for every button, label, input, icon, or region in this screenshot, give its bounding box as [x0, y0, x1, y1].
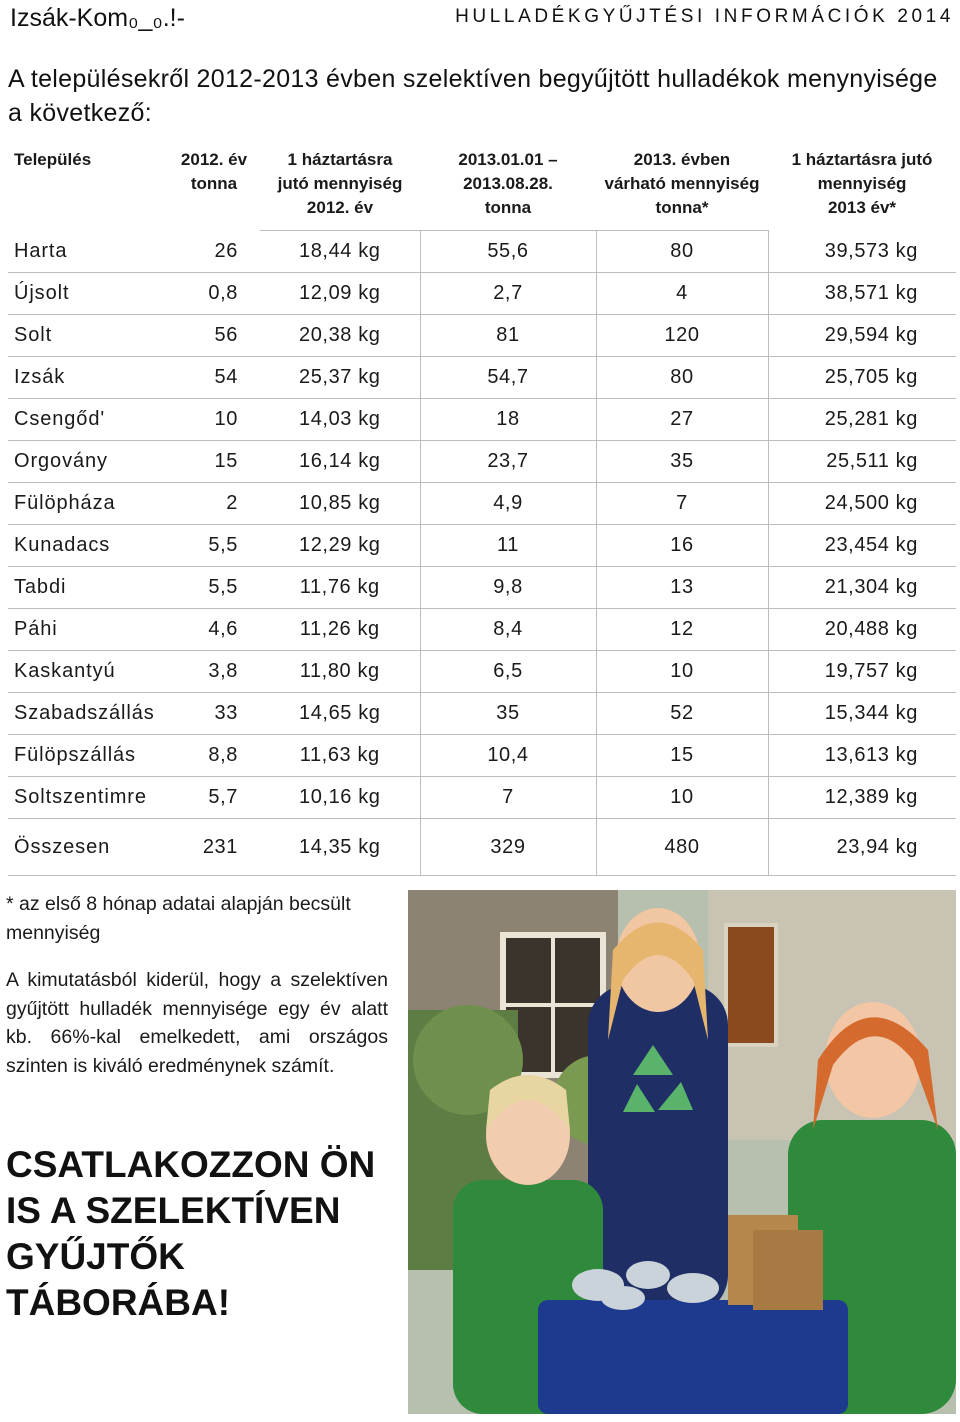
- value-cell: 20,38 kg: [260, 315, 420, 357]
- settlement-cell: Harta: [8, 231, 168, 273]
- value-cell: 29,594 kg: [768, 315, 956, 357]
- value-cell: 4: [596, 273, 768, 315]
- value-cell: 35: [596, 441, 768, 483]
- value-cell: 7: [420, 777, 596, 819]
- cta-line: IS A SZELEKTÍVEN: [6, 1190, 341, 1231]
- value-cell: 16,14 kg: [260, 441, 420, 483]
- value-cell: 25,511 kg: [768, 441, 956, 483]
- settlement-cell: Szabadszállás: [8, 693, 168, 735]
- settlement-cell: Páhi: [8, 609, 168, 651]
- settlement-cell: Tabdi: [8, 567, 168, 609]
- value-cell: 25,281 kg: [768, 399, 956, 441]
- total-value: 23,94 kg: [768, 819, 956, 876]
- value-cell: 23,454 kg: [768, 525, 956, 567]
- value-cell: 120: [596, 315, 768, 357]
- table-row: [8, 441, 956, 483]
- value-cell: 24,500 kg: [768, 483, 956, 525]
- value-cell: 8,8: [168, 735, 260, 777]
- table-row: [8, 609, 956, 651]
- header-cell: 1 háztartásra jutó mennyiség 2013 év*: [791, 150, 933, 217]
- table-row: [8, 567, 956, 609]
- value-cell: 33: [168, 693, 260, 735]
- settlement-cell: Újsolt: [8, 273, 168, 315]
- value-cell: 27: [596, 399, 768, 441]
- header-cell: Település: [14, 150, 92, 169]
- value-cell: 9,8: [420, 567, 596, 609]
- value-cell: 20,488 kg: [768, 609, 956, 651]
- total-value: 14,35 kg: [260, 819, 420, 876]
- settlement-cell: Soltszentimre: [8, 777, 168, 819]
- call-to-action: [6, 1142, 406, 1326]
- header-cell: 1 háztartásra jutó mennyiség 2012. év: [277, 150, 403, 217]
- header-cell: 2012. év tonna: [180, 150, 248, 193]
- settlement-cell: Orgovány: [8, 441, 168, 483]
- value-cell: 2: [168, 483, 260, 525]
- value-cell: 10: [596, 777, 768, 819]
- value-cell: 56: [168, 315, 260, 357]
- value-cell: 3,8: [168, 651, 260, 693]
- settlement-cell: Izsák: [8, 357, 168, 399]
- value-cell: 55,6: [420, 231, 596, 273]
- value-cell: 23,7: [420, 441, 596, 483]
- settlement-cell: Fülöpháza: [8, 483, 168, 525]
- summary-text: A kimutatásból kiderül, hogy a szelektíven gyűjtött hulladék mennyisége egy év alatt kb. 66%-kal emelkedett, ami országos szinten is kiváló eredménynek számít.: [6, 969, 388, 1077]
- value-cell: 26: [168, 231, 260, 273]
- value-cell: 13,613 kg: [768, 735, 956, 777]
- value-cell: 81: [420, 315, 596, 357]
- settlement-cell: Csengőd': [8, 399, 168, 441]
- value-cell: 14,03 kg: [260, 399, 420, 441]
- value-cell: 5,5: [168, 525, 260, 567]
- table-row: [8, 231, 956, 273]
- value-cell: 4,9: [420, 483, 596, 525]
- value-cell: 0,8: [168, 273, 260, 315]
- table-row: [8, 777, 956, 819]
- waste-table: [8, 146, 956, 876]
- value-cell: 52: [596, 693, 768, 735]
- value-cell: 2,7: [420, 273, 596, 315]
- value-cell: 21,304 kg: [768, 567, 956, 609]
- total-value: 329: [420, 819, 596, 876]
- table-row: [8, 693, 956, 735]
- total-value: 480: [596, 819, 768, 876]
- value-cell: 11,80 kg: [260, 651, 420, 693]
- total-value: 231: [168, 819, 260, 876]
- value-cell: 54: [168, 357, 260, 399]
- header-cell: 2013. évben várható mennyiség tonna*: [604, 150, 760, 217]
- value-cell: 12,09 kg: [260, 273, 420, 315]
- value-cell: 4,6: [168, 609, 260, 651]
- value-cell: 18,44 kg: [260, 231, 420, 273]
- table-row: [8, 651, 956, 693]
- value-cell: 15: [168, 441, 260, 483]
- value-cell: 10,85 kg: [260, 483, 420, 525]
- value-cell: 10,16 kg: [260, 777, 420, 819]
- value-cell: 35: [420, 693, 596, 735]
- table-header-row: [8, 146, 956, 231]
- value-cell: 25,705 kg: [768, 357, 956, 399]
- settlement-cell: Fülöpszállás: [8, 735, 168, 777]
- value-cell: 18: [420, 399, 596, 441]
- value-cell: 11: [420, 525, 596, 567]
- table-row: [8, 735, 956, 777]
- value-cell: 38,571 kg: [768, 273, 956, 315]
- value-cell: 7: [596, 483, 768, 525]
- header-cell: 2013.01.01 – 2013.08.28. tonna: [458, 150, 558, 217]
- header-title: HULLADÉKGYŰJTÉSI INFORMÁCIÓK 2014: [455, 6, 954, 27]
- value-cell: 11,63 kg: [260, 735, 420, 777]
- table-row: [8, 315, 956, 357]
- photo-illustration: [408, 890, 956, 1414]
- value-cell: 10: [596, 651, 768, 693]
- settlement-cell: Solt: [8, 315, 168, 357]
- value-cell: 80: [596, 357, 768, 399]
- value-cell: 12,389 kg: [768, 777, 956, 819]
- value-cell: 19,757 kg: [768, 651, 956, 693]
- value-cell: 10: [168, 399, 260, 441]
- value-cell: 15,344 kg: [768, 693, 956, 735]
- value-cell: 11,76 kg: [260, 567, 420, 609]
- value-cell: 54,7: [420, 357, 596, 399]
- value-cell: 10,4: [420, 735, 596, 777]
- value-cell: 5,5: [168, 567, 260, 609]
- value-cell: 16: [596, 525, 768, 567]
- value-cell: 14,65 kg: [260, 693, 420, 735]
- settlement-cell: Kunadacs: [8, 525, 168, 567]
- table-row: [8, 357, 956, 399]
- total-label: Összesen: [8, 819, 168, 876]
- settlement-cell: Kaskantyú: [8, 651, 168, 693]
- table-row: [8, 399, 956, 441]
- value-cell: 6,5: [420, 651, 596, 693]
- total-row: [8, 819, 956, 876]
- value-cell: 12,29 kg: [260, 525, 420, 567]
- value-cell: 80: [596, 231, 768, 273]
- value-cell: 8,4: [420, 609, 596, 651]
- table-row: [8, 273, 956, 315]
- value-cell: 13: [596, 567, 768, 609]
- value-cell: 11,26 kg: [260, 609, 420, 651]
- table-row: [8, 525, 956, 567]
- value-cell: 15: [596, 735, 768, 777]
- table-row: [8, 483, 956, 525]
- cta-line: GYŰJTŐK TÁBORÁBA!: [6, 1236, 231, 1323]
- value-cell: 12: [596, 609, 768, 651]
- value-cell: 25,37 kg: [260, 357, 420, 399]
- header-publisher: Izsák-Kom₀_₀.!-: [10, 4, 185, 32]
- cta-line: CSATLAKOZZON ÖN: [6, 1144, 376, 1185]
- value-cell: 5,7: [168, 777, 260, 819]
- footnote: * az első 8 hónap adatai alapján becsült mennyiség: [6, 893, 351, 944]
- intro-text: A településekről 2012-2013 évben szelektíven begyűjtött hulladékok menynyisége a következő:: [8, 65, 938, 127]
- value-cell: 39,573 kg: [768, 231, 956, 273]
- recycling-family-photo: [408, 890, 956, 1414]
